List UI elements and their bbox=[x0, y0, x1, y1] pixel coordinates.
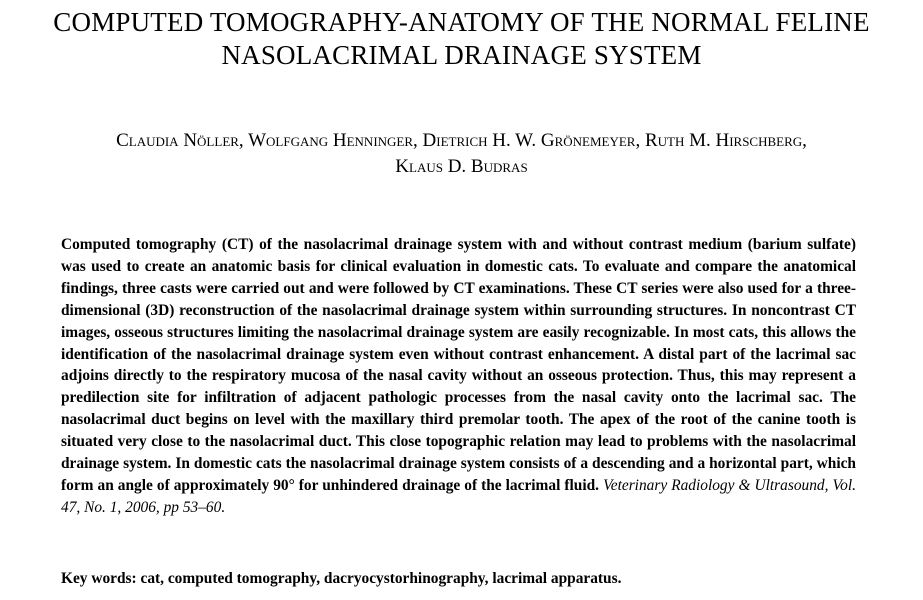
abstract bbox=[61, 234, 856, 519]
abstract-text: Computed tomography (CT) of the nasolacrimal drainage system with and without contrast medium (barium sulfate) was used to create an anatomic basis for clinical evaluation in domestic cats. To evaluate and compare the anatomical findings, three casts were carried out and were followed by CT examinations. These CT series were also used for a three-dimensional (3D) reconstruction of the nasolacrimal drainage system within surrounding structures. In noncontrast CT images, osseous structures limiting the nasolacrimal drainage system are easily recognizable. In most cats, this allows the identification of the nasolacrimal drainage system even without contrast enhancement. A distal part of the lacrimal sac adjoins directly to the respiratory mucosa of the nasal cavity without an osseous protection. Thus, this may represent a predilection site for infiltration of adjacent pathologic processes from the nasal cavity onto the lacrimal sac. The nasolacrimal duct begins on level with the maxillary third premolar tooth. The apex of the root of the canine tooth is situated very close to the nasolacrimal duct. This close topographic relation may lead to problems with the nasolacrimal drainage system. In domestic cats the nasolacrimal drainage system consists of a descending and a horizontal part, which form an angle of approximately 90° for unhindered drainage of the lacrimal fluid. bbox=[61, 236, 856, 494]
paper-title-line-1: COMPUTED TOMOGRAPHY-ANATOMY OF THE NORMAL FELINE bbox=[53, 7, 870, 37]
paper-title bbox=[0, 6, 923, 72]
paper-title-line-2: NASOLACRIMAL DRAINAGE SYSTEM bbox=[221, 40, 702, 70]
author-list bbox=[0, 128, 923, 180]
author-list-line-2: Klaus D. Budras bbox=[395, 156, 528, 177]
author-list-line-1: Claudia Nöller, Wolfgang Henninger, Dietrich H. W. Grönemeyer, Ruth M. Hirschberg, bbox=[116, 130, 807, 151]
keywords: Key words: cat, computed tomography, dacryocystorhinography, lacrimal apparatus. bbox=[61, 570, 622, 587]
journal-citation: Veterinary Radiology & Ultrasound, Vol. 47, No. 1, 2006, pp 53–60. bbox=[61, 476, 857, 516]
